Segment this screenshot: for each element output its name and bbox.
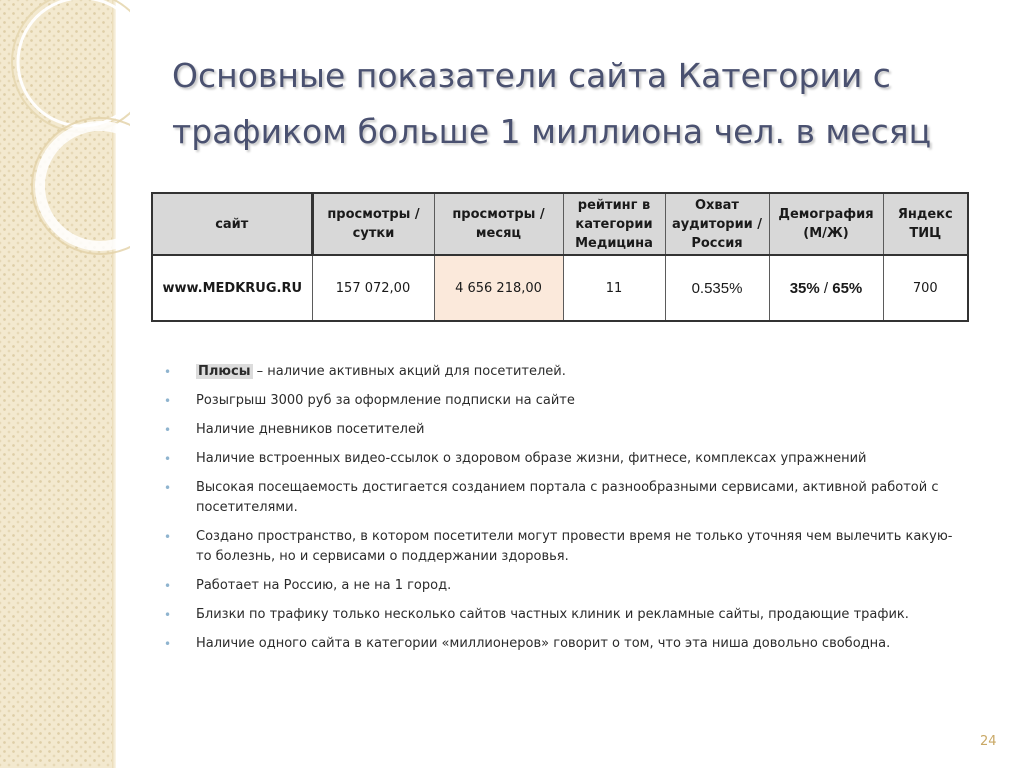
cell-tic: 700 — [883, 255, 968, 321]
cell-site: www.MEDKRUG.RU — [152, 255, 312, 321]
list-item — [160, 634, 960, 654]
bullet-icon: • — [164, 452, 172, 466]
bullet-icon: • — [164, 608, 172, 622]
header-demography: Демография (М/Ж) — [769, 193, 883, 255]
cell-views-month: 4 656 218,00 — [434, 255, 563, 321]
metrics-table — [151, 192, 969, 322]
cell-rating: 11 — [563, 255, 665, 321]
list-item — [160, 449, 960, 469]
plus-label: Плюсы — [198, 364, 251, 379]
list-item-text: Розыгрыш 3000 руб за оформление подписки на сайте — [196, 393, 575, 408]
list-item — [160, 420, 960, 440]
list-item — [160, 576, 960, 596]
list-item-text: Наличие встроенных видео-ссылок о здоровом образе жизни, фитнесе, комплексах упражнений — [196, 451, 867, 466]
header-rating: рейтинг в категории Медицина — [563, 193, 665, 255]
decorative-circles — [0, 0, 130, 330]
slide-title: Основные показатели сайта Категории с трафиком больше 1 миллиона чел. в месяц — [172, 56, 932, 151]
bullet-icon: • — [164, 530, 172, 544]
list-item — [160, 391, 960, 411]
demo-female: 65% — [832, 279, 863, 297]
cell-coverage: 0.535% — [665, 255, 769, 321]
list-item-text: Работает на Россию, а не на 1 город. — [196, 578, 452, 593]
list-item — [160, 527, 960, 567]
bullet-icon: • — [164, 394, 172, 408]
list-item-text: Наличие одного сайта в категории «миллионеров» говорит о том, что эта ниша довольно свободна. — [196, 636, 891, 651]
bullet-list — [160, 362, 960, 663]
cell-views-day: 157 072,00 — [312, 255, 434, 321]
bullet-icon: • — [164, 481, 172, 495]
header-views-day: просмотры / сутки — [312, 193, 434, 255]
bullet-icon: • — [164, 579, 172, 593]
list-item-text: Создано пространство, в котором посетители могут провести время не только уточняя чем вылечить какую-то болезнь, но и сервисами о поддержании здоровья. — [196, 529, 953, 564]
plus-text: – наличие активных акций для посетителей. — [252, 364, 566, 379]
header-site: сайт — [152, 193, 312, 255]
bullet-icon: • — [164, 365, 172, 379]
bullet-icon: • — [164, 637, 172, 651]
table-row — [152, 255, 968, 321]
list-item-text: Близки по трафику только несколько сайтов частных клиник и рекламные сайты, продающие трафик. — [196, 607, 909, 622]
list-item — [160, 478, 960, 518]
list-item — [160, 605, 960, 625]
bullet-icon: • — [164, 423, 172, 437]
header-views-month: просмотры / месяц — [434, 193, 563, 255]
list-item-text: Высокая посещаемость достигается созданием портала с разнообразными сервисами, активной работой с посетителями. — [196, 480, 939, 515]
page-number: 24 — [980, 734, 997, 749]
table-header-row — [152, 193, 968, 255]
list-item-text: Наличие дневников посетителей — [196, 422, 425, 437]
cell-demography — [769, 255, 883, 321]
header-coverage: Охват аудитории / Россия — [665, 193, 769, 255]
demo-separator: / — [819, 279, 833, 297]
header-tic: Яндекс ТИЦ — [883, 193, 968, 255]
demo-male: 35% — [789, 279, 820, 297]
list-item — [160, 362, 960, 382]
